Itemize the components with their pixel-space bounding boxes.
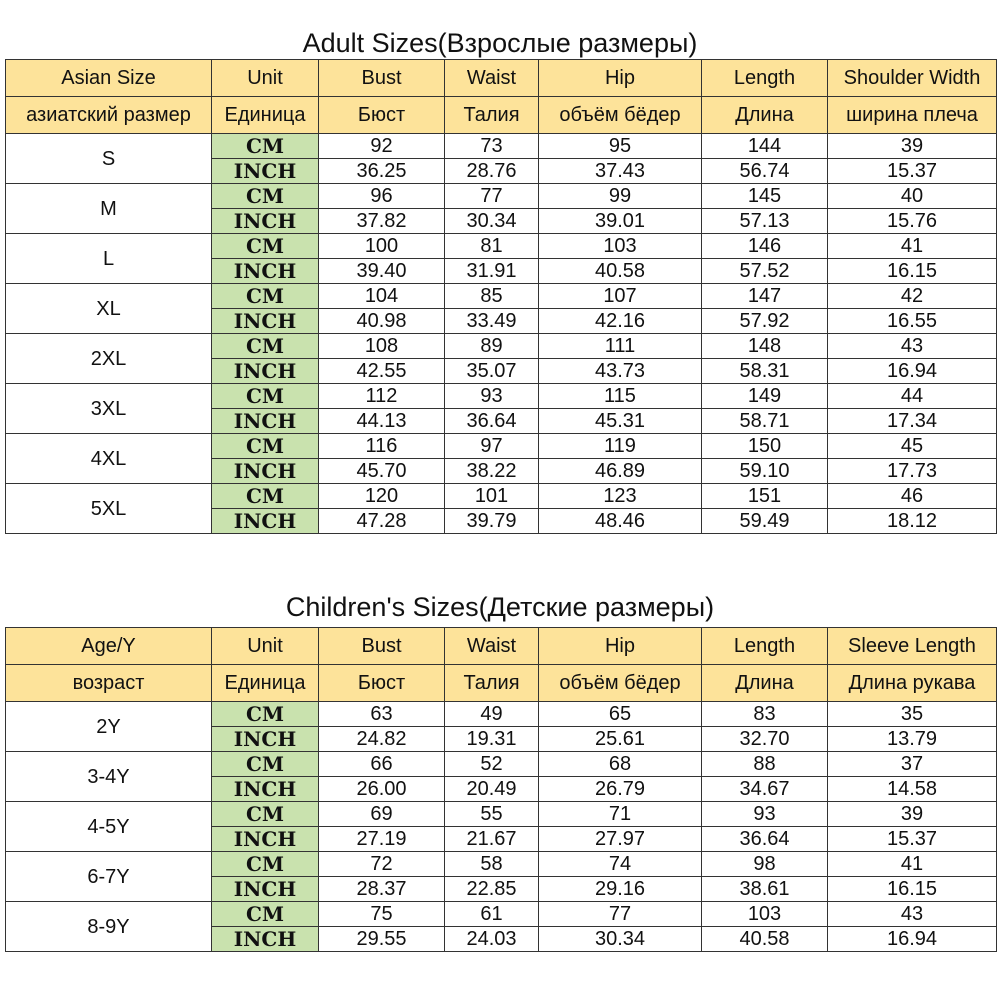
value-cell: 40 [828, 184, 997, 209]
value-cell: 71 [539, 802, 702, 827]
value-cell: 39.79 [445, 509, 539, 534]
size-label: 5XL [6, 484, 212, 534]
value-cell: 147 [702, 284, 828, 309]
unit-inch-cell: INCH [212, 877, 319, 902]
value-cell: 41 [828, 852, 997, 877]
size-label: L [6, 234, 212, 284]
value-cell: 45.31 [539, 409, 702, 434]
value-cell: 45 [828, 434, 997, 459]
value-cell: 120 [319, 484, 445, 509]
column-header: Sleeve Length [828, 628, 997, 665]
value-cell: 20.49 [445, 777, 539, 802]
value-cell: 116 [319, 434, 445, 459]
value-cell: 145 [702, 184, 828, 209]
column-header: возраст [6, 665, 212, 702]
value-cell: 66 [319, 752, 445, 777]
unit-cm-cell: CM [212, 802, 319, 827]
value-cell: 15.76 [828, 209, 997, 234]
value-cell: 21.67 [445, 827, 539, 852]
unit-cm-cell: CM [212, 334, 319, 359]
value-cell: 123 [539, 484, 702, 509]
unit-cm-cell: CM [212, 184, 319, 209]
value-cell: 33.49 [445, 309, 539, 334]
column-header: Length [702, 60, 828, 97]
value-cell: 93 [702, 802, 828, 827]
value-cell: 38.22 [445, 459, 539, 484]
unit-cm-cell: CM [212, 752, 319, 777]
value-cell: 39.40 [319, 259, 445, 284]
column-header: Bust [319, 628, 445, 665]
children-size-table [5, 627, 997, 952]
column-header: Талия [445, 665, 539, 702]
value-cell: 35.07 [445, 359, 539, 384]
unit-inch-cell: INCH [212, 359, 319, 384]
value-cell: 39 [828, 134, 997, 159]
unit-cm-cell: CM [212, 902, 319, 927]
value-cell: 17.34 [828, 409, 997, 434]
column-header: Bust [319, 60, 445, 97]
adult-size-table [5, 59, 997, 534]
unit-inch-cell: INCH [212, 927, 319, 952]
column-header: Длина [702, 97, 828, 134]
value-cell: 57.13 [702, 209, 828, 234]
unit-inch-cell: INCH [212, 827, 319, 852]
value-cell: 69 [319, 802, 445, 827]
column-header: Длина рукава [828, 665, 997, 702]
table-row [6, 184, 997, 209]
table-row [6, 284, 997, 309]
value-cell: 150 [702, 434, 828, 459]
size-label: 2Y [6, 702, 212, 752]
column-header: Unit [212, 60, 319, 97]
value-cell: 40.58 [539, 259, 702, 284]
value-cell: 37 [828, 752, 997, 777]
value-cell: 59.49 [702, 509, 828, 534]
value-cell: 59.10 [702, 459, 828, 484]
value-cell: 37.82 [319, 209, 445, 234]
value-cell: 48.46 [539, 509, 702, 534]
value-cell: 44 [828, 384, 997, 409]
table-row [6, 334, 997, 359]
unit-cm-cell: CM [212, 484, 319, 509]
value-cell: 43 [828, 334, 997, 359]
value-cell: 58 [445, 852, 539, 877]
value-cell: 36.64 [702, 827, 828, 852]
value-cell: 148 [702, 334, 828, 359]
unit-cm-cell: CM [212, 384, 319, 409]
value-cell: 73 [445, 134, 539, 159]
value-cell: 27.19 [319, 827, 445, 852]
unit-inch-cell: INCH [212, 309, 319, 334]
value-cell: 41 [828, 234, 997, 259]
value-cell: 39.01 [539, 209, 702, 234]
table-row [6, 134, 997, 159]
value-cell: 40.98 [319, 309, 445, 334]
value-cell: 63 [319, 702, 445, 727]
value-cell: 36.25 [319, 159, 445, 184]
value-cell: 26.00 [319, 777, 445, 802]
value-cell: 43.73 [539, 359, 702, 384]
value-cell: 26.79 [539, 777, 702, 802]
size-label: 6-7Y [6, 852, 212, 902]
value-cell: 52 [445, 752, 539, 777]
value-cell: 151 [702, 484, 828, 509]
column-header: Единица [212, 665, 319, 702]
adult-sizes-title: Adult Sizes(Взрослые размеры) [302, 28, 698, 58]
unit-cm-cell: CM [212, 134, 319, 159]
size-label: 2XL [6, 334, 212, 384]
unit-inch-cell: INCH [212, 777, 319, 802]
value-cell: 17.73 [828, 459, 997, 484]
column-header: Hip [539, 628, 702, 665]
value-cell: 103 [539, 234, 702, 259]
table-row [6, 802, 997, 827]
value-cell: 24.03 [445, 927, 539, 952]
value-cell: 107 [539, 284, 702, 309]
header-row [6, 60, 997, 97]
value-cell: 49 [445, 702, 539, 727]
value-cell: 144 [702, 134, 828, 159]
value-cell: 16.94 [828, 359, 997, 384]
value-cell: 77 [445, 184, 539, 209]
value-cell: 99 [539, 184, 702, 209]
value-cell: 43 [828, 902, 997, 927]
value-cell: 29.55 [319, 927, 445, 952]
value-cell: 29.16 [539, 877, 702, 902]
table-row [6, 752, 997, 777]
size-label: 8-9Y [6, 902, 212, 952]
value-cell: 57.52 [702, 259, 828, 284]
value-cell: 108 [319, 334, 445, 359]
value-cell: 37.43 [539, 159, 702, 184]
unit-cm-cell: CM [212, 852, 319, 877]
column-header: Длина [702, 665, 828, 702]
column-header: азиатский размер [6, 97, 212, 134]
header-row [6, 665, 997, 702]
value-cell: 30.34 [445, 209, 539, 234]
value-cell: 119 [539, 434, 702, 459]
size-label: S [6, 134, 212, 184]
value-cell: 68 [539, 752, 702, 777]
unit-cm-cell: CM [212, 284, 319, 309]
value-cell: 16.15 [828, 877, 997, 902]
column-header: Бюст [319, 665, 445, 702]
value-cell: 112 [319, 384, 445, 409]
column-header: ширина плеча [828, 97, 997, 134]
column-header: объём бёдер [539, 665, 702, 702]
value-cell: 15.37 [828, 159, 997, 184]
value-cell: 19.31 [445, 727, 539, 752]
value-cell: 34.67 [702, 777, 828, 802]
size-label: 3-4Y [6, 752, 212, 802]
value-cell: 88 [702, 752, 828, 777]
column-header: Hip [539, 60, 702, 97]
unit-cm-cell: CM [212, 234, 319, 259]
unit-inch-cell: INCH [212, 259, 319, 284]
header-row [6, 97, 997, 134]
unit-inch-cell: INCH [212, 509, 319, 534]
table-row [6, 434, 997, 459]
value-cell: 30.34 [539, 927, 702, 952]
unit-inch-cell: INCH [212, 409, 319, 434]
table-row [6, 384, 997, 409]
value-cell: 74 [539, 852, 702, 877]
value-cell: 149 [702, 384, 828, 409]
table-row [6, 852, 997, 877]
value-cell: 28.76 [445, 159, 539, 184]
value-cell: 15.37 [828, 827, 997, 852]
table-row [6, 702, 997, 727]
children-sizes-title: Children's Sizes(Детские размеры) [285, 592, 715, 622]
value-cell: 57.92 [702, 309, 828, 334]
value-cell: 83 [702, 702, 828, 727]
value-cell: 45.70 [319, 459, 445, 484]
unit-inch-cell: INCH [212, 727, 319, 752]
column-header: Единица [212, 97, 319, 134]
table-row [6, 234, 997, 259]
value-cell: 103 [702, 902, 828, 927]
unit-inch-cell: INCH [212, 159, 319, 184]
value-cell: 111 [539, 334, 702, 359]
value-cell: 56.74 [702, 159, 828, 184]
value-cell: 42.16 [539, 309, 702, 334]
value-cell: 98 [702, 852, 828, 877]
value-cell: 65 [539, 702, 702, 727]
value-cell: 100 [319, 234, 445, 259]
value-cell: 38.61 [702, 877, 828, 902]
value-cell: 42.55 [319, 359, 445, 384]
header-row [6, 628, 997, 665]
value-cell: 36.64 [445, 409, 539, 434]
unit-inch-cell: INCH [212, 209, 319, 234]
value-cell: 61 [445, 902, 539, 927]
column-header: Талия [445, 97, 539, 134]
column-header: Shoulder Width [828, 60, 997, 97]
value-cell: 16.15 [828, 259, 997, 284]
value-cell: 46 [828, 484, 997, 509]
value-cell: 115 [539, 384, 702, 409]
value-cell: 55 [445, 802, 539, 827]
value-cell: 96 [319, 184, 445, 209]
value-cell: 97 [445, 434, 539, 459]
value-cell: 77 [539, 902, 702, 927]
value-cell: 14.58 [828, 777, 997, 802]
value-cell: 35 [828, 702, 997, 727]
value-cell: 46.89 [539, 459, 702, 484]
value-cell: 95 [539, 134, 702, 159]
value-cell: 32.70 [702, 727, 828, 752]
value-cell: 104 [319, 284, 445, 309]
value-cell: 16.94 [828, 927, 997, 952]
value-cell: 28.37 [319, 877, 445, 902]
column-header: Length [702, 628, 828, 665]
value-cell: 39 [828, 802, 997, 827]
unit-cm-cell: CM [212, 702, 319, 727]
unit-inch-cell: INCH [212, 459, 319, 484]
value-cell: 58.31 [702, 359, 828, 384]
value-cell: 92 [319, 134, 445, 159]
value-cell: 47.28 [319, 509, 445, 534]
column-header: Бюст [319, 97, 445, 134]
unit-cm-cell: CM [212, 434, 319, 459]
value-cell: 40.58 [702, 927, 828, 952]
value-cell: 44.13 [319, 409, 445, 434]
value-cell: 13.79 [828, 727, 997, 752]
table-row [6, 484, 997, 509]
value-cell: 85 [445, 284, 539, 309]
column-header: Waist [445, 628, 539, 665]
size-label: 4XL [6, 434, 212, 484]
value-cell: 16.55 [828, 309, 997, 334]
value-cell: 89 [445, 334, 539, 359]
value-cell: 72 [319, 852, 445, 877]
table-row [6, 902, 997, 927]
value-cell: 25.61 [539, 727, 702, 752]
size-label: M [6, 184, 212, 234]
value-cell: 101 [445, 484, 539, 509]
value-cell: 58.71 [702, 409, 828, 434]
size-label: XL [6, 284, 212, 334]
value-cell: 146 [702, 234, 828, 259]
value-cell: 42 [828, 284, 997, 309]
column-header: Unit [212, 628, 319, 665]
value-cell: 93 [445, 384, 539, 409]
size-label: 3XL [6, 384, 212, 434]
size-label: 4-5Y [6, 802, 212, 852]
column-header: Asian Size [6, 60, 212, 97]
value-cell: 81 [445, 234, 539, 259]
value-cell: 27.97 [539, 827, 702, 852]
value-cell: 75 [319, 902, 445, 927]
value-cell: 31.91 [445, 259, 539, 284]
value-cell: 24.82 [319, 727, 445, 752]
column-header: объём бёдер [539, 97, 702, 134]
value-cell: 18.12 [828, 509, 997, 534]
column-header: Age/Y [6, 628, 212, 665]
column-header: Waist [445, 60, 539, 97]
value-cell: 22.85 [445, 877, 539, 902]
